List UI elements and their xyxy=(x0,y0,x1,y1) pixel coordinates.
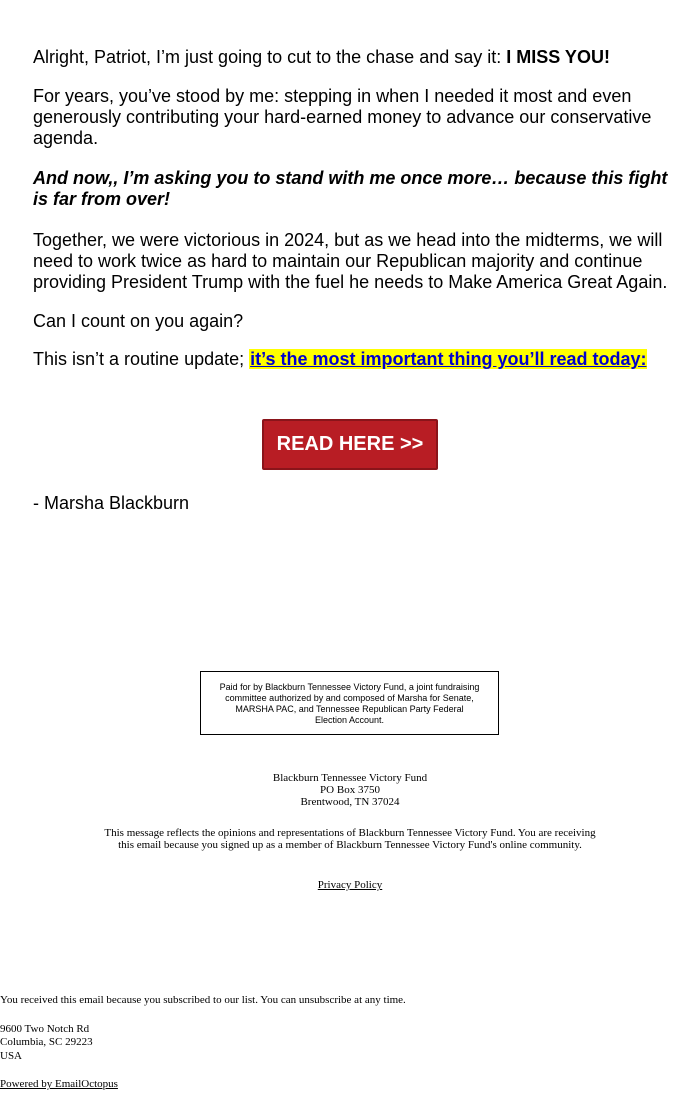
intro-paragraph xyxy=(33,47,673,68)
committee-name: Blackburn Tennessee Victory Fund xyxy=(272,772,428,784)
powered-by-link[interactable]: Powered by EmailOctopus xyxy=(0,1078,118,1090)
paid-for-disclaimer-box: Paid for by Blackburn Tennessee Victory Fund, a joint fundraising committee authorized by and composed of Marsha for Senate, MARSHA PAC, and Tennessee Republican Party Federal Election Account. xyxy=(200,671,499,735)
email-footer xyxy=(0,994,700,1092)
intro-text: Alright, Patriot, I’m just going to cut to the chase and say it: xyxy=(33,47,507,67)
ask-paragraph: And now,, I’m asking you to stand with me once more… because this fight is far from over! xyxy=(33,168,668,209)
committee-address xyxy=(100,772,600,808)
committee-po-box: PO Box 3750 xyxy=(320,784,380,796)
cta-container xyxy=(262,419,438,470)
committee-city-state: Brentwood, TN 37024 xyxy=(300,796,400,808)
subscription-notice: This message reflects the opinions and representations of Blackburn Tennessee Victory Fund. You are receiving this email because you signed up as a member of Blackburn Tennessee Victory Fund's online community. xyxy=(104,827,596,851)
update-text: This isn’t a routine update; xyxy=(33,349,250,369)
footer-country: USA xyxy=(0,1049,23,1062)
footer-street: 9600 Two Notch Rd xyxy=(0,1022,90,1035)
privacy-policy-link[interactable]: Privacy Policy xyxy=(317,879,383,891)
count-paragraph: Can I count on you again? xyxy=(33,311,244,331)
important-read-link[interactable]: it’s the most important thing you’ll read today: xyxy=(250,349,647,369)
email-body xyxy=(33,47,673,370)
years-paragraph: For years, you’ve stood by me: stepping in when I needed it most and even generously contributing your hard-earned money to advance our conservative agenda. xyxy=(33,86,652,148)
intro-bold-text: I MISS YOU! xyxy=(506,47,610,67)
signature: - Marsha Blackburn xyxy=(33,493,190,513)
footer-powered-row xyxy=(0,1078,700,1092)
together-paragraph: Together, we were victorious in 2024, but as we head into the midterms, we will need to work twice as hard to maintain our Republican majority and continue providing President Trump with the fuel he needs to Make America Great Again. xyxy=(33,230,668,292)
update-paragraph xyxy=(33,349,673,370)
read-here-button[interactable]: READ HERE >> xyxy=(262,419,438,470)
footer-received-text: You received this email because you subscribed to our list. You can unsubscribe at any time. xyxy=(0,994,406,1006)
footer-city: Columbia, SC 29223 xyxy=(0,1036,93,1048)
privacy-policy-row xyxy=(100,879,600,891)
footer-address xyxy=(0,1023,700,1064)
